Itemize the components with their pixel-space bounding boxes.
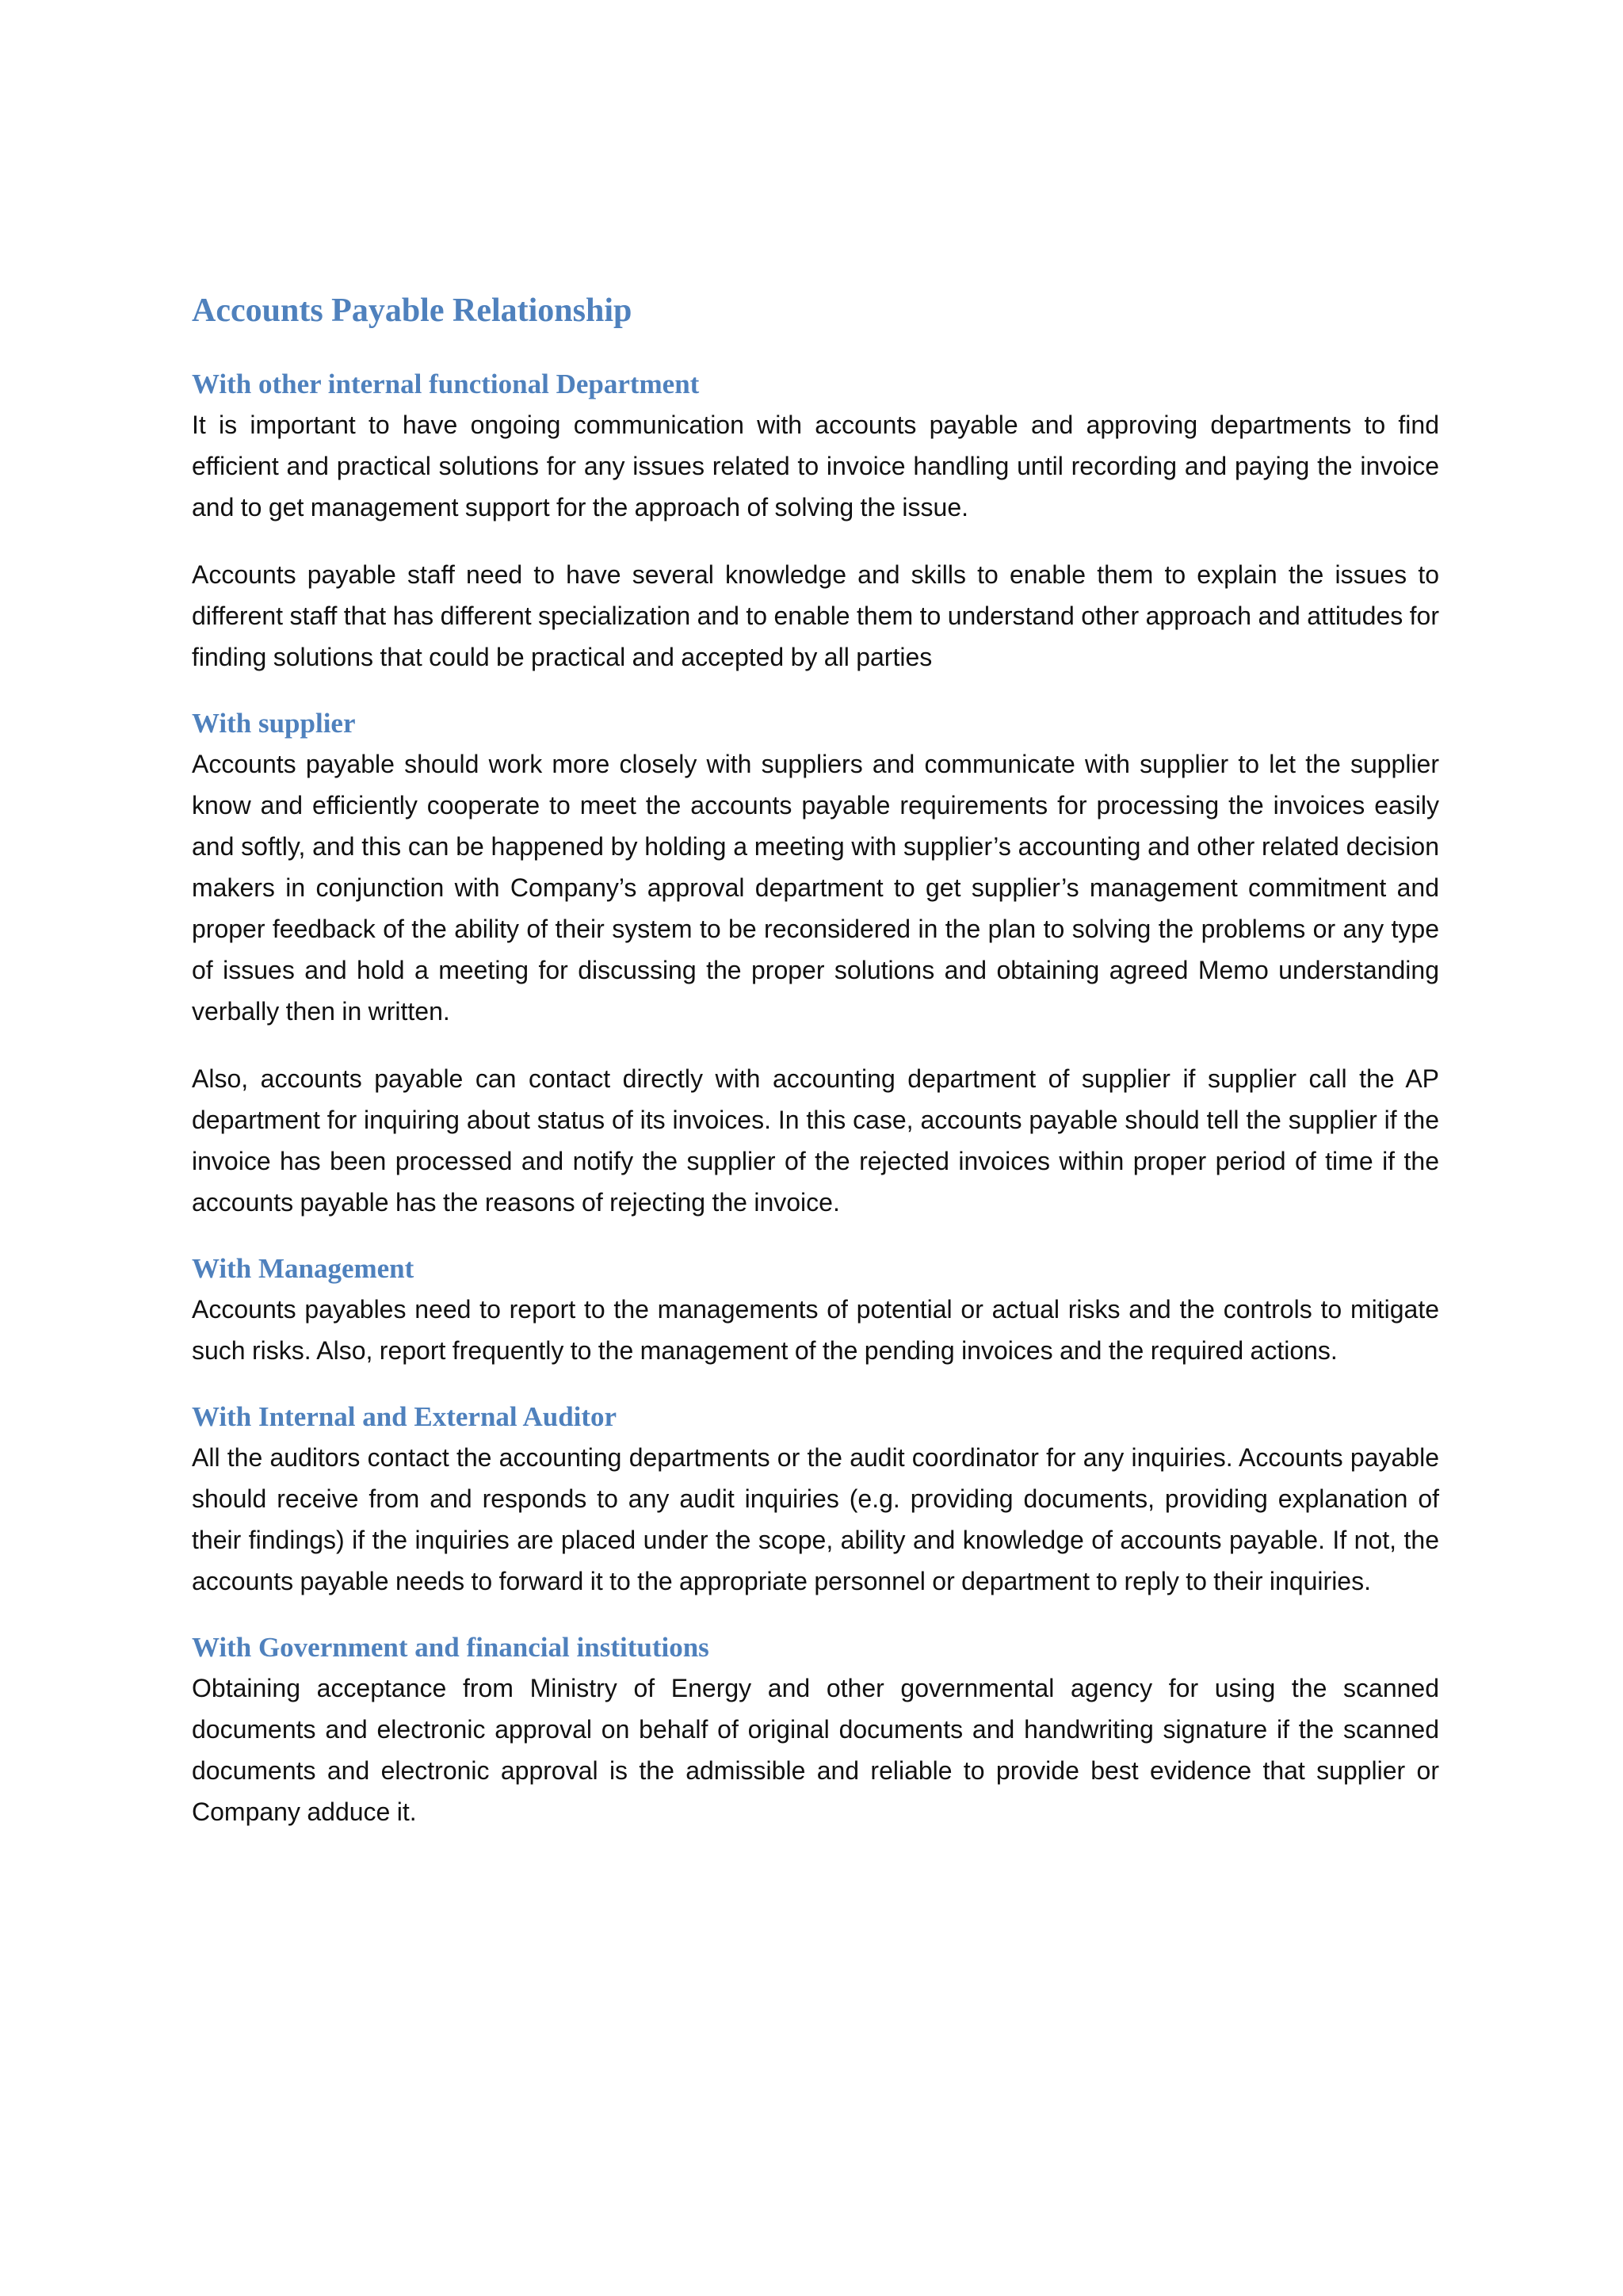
section-heading: With other internal functional Department bbox=[192, 369, 700, 399]
section-heading: With Government and financial institutions bbox=[192, 1632, 709, 1663]
paragraph: Accounts payable staff need to have several knowledge and skills to enable them to explain the issues to different staff that has different specialization and to enable them to understand other approach and attitudes for finding solutions that could be practical and accepted by all parties bbox=[192, 560, 1439, 671]
paragraph: Accounts payable should work more closely with suppliers and communicate with supplier to let the supplier know and efficiently cooperate to meet the accounts payable requirements for processing the invoices easily and softly, and this can be happened by holding a meeting with supplier’s accounting and other related decision makers in conjunction with Company’s approval department to get supplier’s management commitment and proper feedback of the ability of their system to be reconsidered in the plan to solving the problems or any type of issues and hold a meeting for discussing the proper solutions and obtaining agreed Memo understanding verbally then in written. bbox=[192, 750, 1439, 1026]
section-internal-departments bbox=[192, 365, 1439, 678]
document-title: Accounts Payable Relationship bbox=[192, 292, 632, 329]
document-body bbox=[192, 287, 1439, 1859]
paragraph: It is important to have ongoing communication with accounts payable and approving departments to find efficient and practical solutions for any issues related to invoice handling until recording and paying the invoice and to get management support for the approach of solving the issue. bbox=[192, 411, 1439, 521]
paragraph: All the auditors contact the accounting departments or the audit coordinator for any inquiries. Accounts payable should receive from and responds to any audit inquiries (e.g. providing documents, providing explanation of their findings) if the inquiries are placed under the scope, ability and knowledge of accounts payable. If not, the accounts payable needs to forward it to the appropriate personnel or department to reply to their inquiries. bbox=[192, 1443, 1439, 1595]
section-supplier bbox=[192, 704, 1439, 1223]
section-management bbox=[192, 1249, 1439, 1371]
section-heading: With Internal and External Auditor bbox=[192, 1401, 617, 1432]
section-heading: With supplier bbox=[192, 708, 356, 739]
section-government bbox=[192, 1628, 1439, 1832]
section-heading: With Management bbox=[192, 1253, 414, 1284]
paragraph: Also, accounts payable can contact directly with accounting department of supplier if supplier call the AP department for inquiring about status of its invoices. In this case, accounts payable should tell the supplier if the invoice has been processed and notify the supplier of the rejected invoices within proper period of time if the accounts payable has the reasons of rejecting the invoice. bbox=[192, 1064, 1439, 1217]
paragraph: Obtaining acceptance from Ministry of Energy and other governmental agency for using the scanned documents and electronic approval on behalf of original documents and handwriting signature if the scanned documents and electronic approval is the admissible and reliable to provide best evidence that supplier or Company adduce it. bbox=[192, 1674, 1439, 1826]
paragraph: Accounts payables need to report to the managements of potential or actual risks and the controls to mitigate such risks. Also, report frequently to the management of the pending invoices and the required actions. bbox=[192, 1295, 1439, 1365]
section-auditors bbox=[192, 1397, 1439, 1602]
